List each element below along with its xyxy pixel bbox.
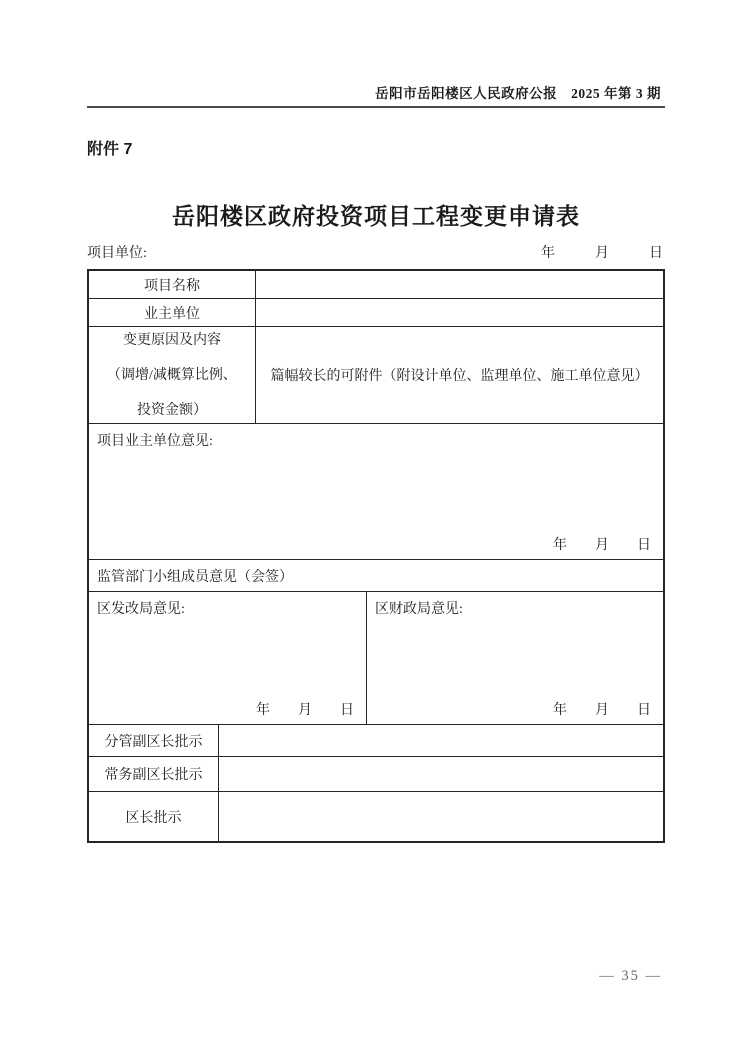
page-number: — 35 — bbox=[599, 968, 662, 984]
page-content bbox=[87, 0, 665, 843]
year-label: 年 bbox=[541, 246, 555, 261]
mayor-remark-label: 区长批示 bbox=[89, 792, 219, 841]
change-reason-label-line1: 变更原因及内容 bbox=[122, 332, 221, 348]
month-label: 月 bbox=[595, 246, 609, 261]
day-label: 日 bbox=[637, 538, 651, 553]
month-label: 月 bbox=[595, 538, 609, 553]
mayor-remark-value-cell bbox=[219, 792, 663, 841]
table-row-owner-opinion bbox=[89, 423, 663, 559]
day-label: 日 bbox=[649, 246, 663, 261]
month-label: 月 bbox=[298, 703, 312, 718]
deputy-mayor-remark-label: 分管副区长批示 bbox=[89, 725, 219, 756]
owner-opinion-cell bbox=[89, 424, 663, 559]
change-reason-label-line3: 投资金额） bbox=[136, 402, 207, 418]
supervision-sign-label: 监管部门小组成员意见（会签） bbox=[97, 569, 293, 585]
year-label: 年 bbox=[256, 703, 270, 718]
owner-opinion-date-blanks bbox=[97, 534, 655, 554]
drb-opinion-date-blanks bbox=[97, 699, 358, 719]
exec-deputy-mayor-remark-label: 常务副区长批示 bbox=[89, 757, 219, 791]
table-row-deputy-mayor-remark bbox=[89, 724, 663, 756]
table-row-exec-deputy-mayor-remark bbox=[89, 756, 663, 791]
finance-opinion-date-blanks bbox=[375, 699, 655, 719]
masthead-rule bbox=[87, 106, 665, 108]
change-reason-label bbox=[89, 327, 256, 423]
project-name-value-cell bbox=[256, 271, 663, 298]
form-title: 岳阳楼区政府投资项目工程变更申请表 bbox=[172, 204, 580, 229]
drb-opinion-label: 区发改局意见: bbox=[97, 602, 185, 617]
table-row-project-name bbox=[89, 271, 663, 298]
project-name-label: 项目名称 bbox=[89, 271, 256, 298]
table-row-supervision-sign bbox=[89, 559, 663, 591]
finance-opinion-label: 区财政局意见: bbox=[375, 602, 463, 617]
drb-opinion-cell bbox=[89, 592, 367, 724]
month-label: 月 bbox=[595, 703, 609, 718]
owner-unit-value-cell bbox=[256, 299, 663, 326]
year-label: 年 bbox=[553, 703, 567, 718]
project-unit-label: 项目单位: bbox=[87, 246, 147, 261]
year-label: 年 bbox=[553, 538, 567, 553]
table-row-bureau-opinions bbox=[89, 591, 663, 724]
application-form-table bbox=[87, 269, 665, 843]
deputy-mayor-remark-value-cell bbox=[219, 725, 663, 756]
owner-unit-label: 业主单位 bbox=[89, 299, 256, 326]
gazette-masthead: 岳阳市岳阳楼区人民政府公报 2025 年第 3 期 bbox=[375, 86, 661, 101]
attachment-label: 附件 7 bbox=[87, 141, 133, 158]
header-date-blanks bbox=[541, 245, 665, 263]
table-row-change-reason bbox=[89, 326, 663, 423]
exec-deputy-mayor-remark-value-cell bbox=[219, 757, 663, 791]
day-label: 日 bbox=[340, 703, 354, 718]
project-unit-line bbox=[87, 245, 665, 263]
change-reason-label-line2: （调增/减概算比例、 bbox=[107, 367, 237, 383]
change-reason-note: 篇幅较长的可附件（附设计单位、监理单位、施工单位意见） bbox=[270, 369, 649, 384]
table-row-mayor-remark bbox=[89, 791, 663, 841]
day-label: 日 bbox=[637, 703, 651, 718]
owner-opinion-label: 项目业主单位意见: bbox=[97, 434, 213, 449]
finance-opinion-cell bbox=[367, 592, 663, 724]
